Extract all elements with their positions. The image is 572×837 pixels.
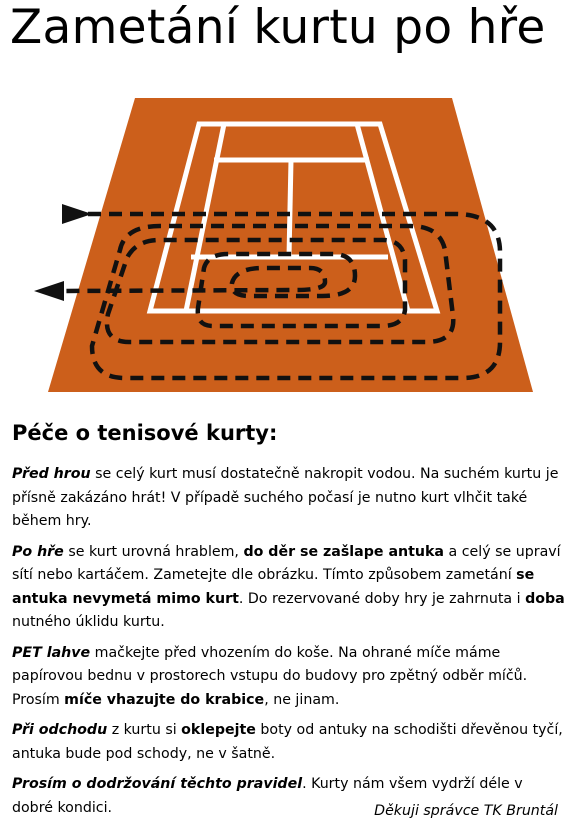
text-segment: a celý se upraví sítí nebo kartáčem. Zametejte dle obrázku. Tímto způsobem zametání [12, 543, 561, 583]
text-segment: oklepejte [181, 722, 256, 738]
text-segment: Po hře [12, 543, 64, 560]
text-segment: PET lahve [12, 644, 91, 661]
text-segment: míče vhazujte do krabice [64, 691, 265, 708]
text-segment: . Do rezervované doby hry je zahrnuta i [238, 590, 526, 607]
page-title: Zametání kurtu po hře [10, 0, 546, 55]
arrow-left-icon [34, 281, 64, 301]
text-segment: nutného úklidu kurtu. [12, 614, 165, 630]
text-segment: , ne jinam. [264, 691, 340, 708]
paragraph-after-play [12, 541, 568, 635]
section-heading: Péče o tenisové kurty: [12, 421, 278, 445]
text-segment: boty od antuky na schodišti dřevěnou tyčí, antuka bude pod schody, ne v šatně. [12, 722, 563, 762]
signature: Děkuji správce TK Bruntál [374, 803, 558, 819]
paragraph-leaving [12, 719, 568, 766]
text-segment: z kurtu si [107, 722, 182, 738]
rules-text [12, 463, 568, 827]
text-segment: do děr se zašlape antuka [243, 543, 445, 560]
text-segment: se kurt urovná hrablem, [63, 543, 244, 560]
text-segment: se celý kurt musí dostatečně nakropit vodou. Na suchém kurtu je přísně zakázáno hrát! V případě suchého počasí je nutno kurt vlhčit také během hry. [12, 466, 559, 529]
text-segment: Prosím o dodržování těchto pravidel [12, 776, 303, 792]
text-segment: mačkejte před vhozením do koše. Na ohrané míče máme papírovou bednu v prostorech vstupu do budovy pro zpětný odběr míčů. Prosím [12, 644, 528, 708]
paragraph-before-play [12, 463, 568, 534]
arrow-left-icon [62, 204, 92, 224]
text-segment: Před hrou [12, 466, 91, 482]
text-segment: doba [525, 590, 565, 607]
court-sweeping-diagram [0, 90, 572, 400]
text-segment: . Kurty nám všem vydrží déle v dobré kondici. [12, 776, 523, 816]
text-segment: se antuka nevymetá mimo kurt [12, 567, 535, 607]
paragraph-pet-bottles [12, 642, 568, 713]
text-segment: Při odchodu [12, 722, 108, 738]
